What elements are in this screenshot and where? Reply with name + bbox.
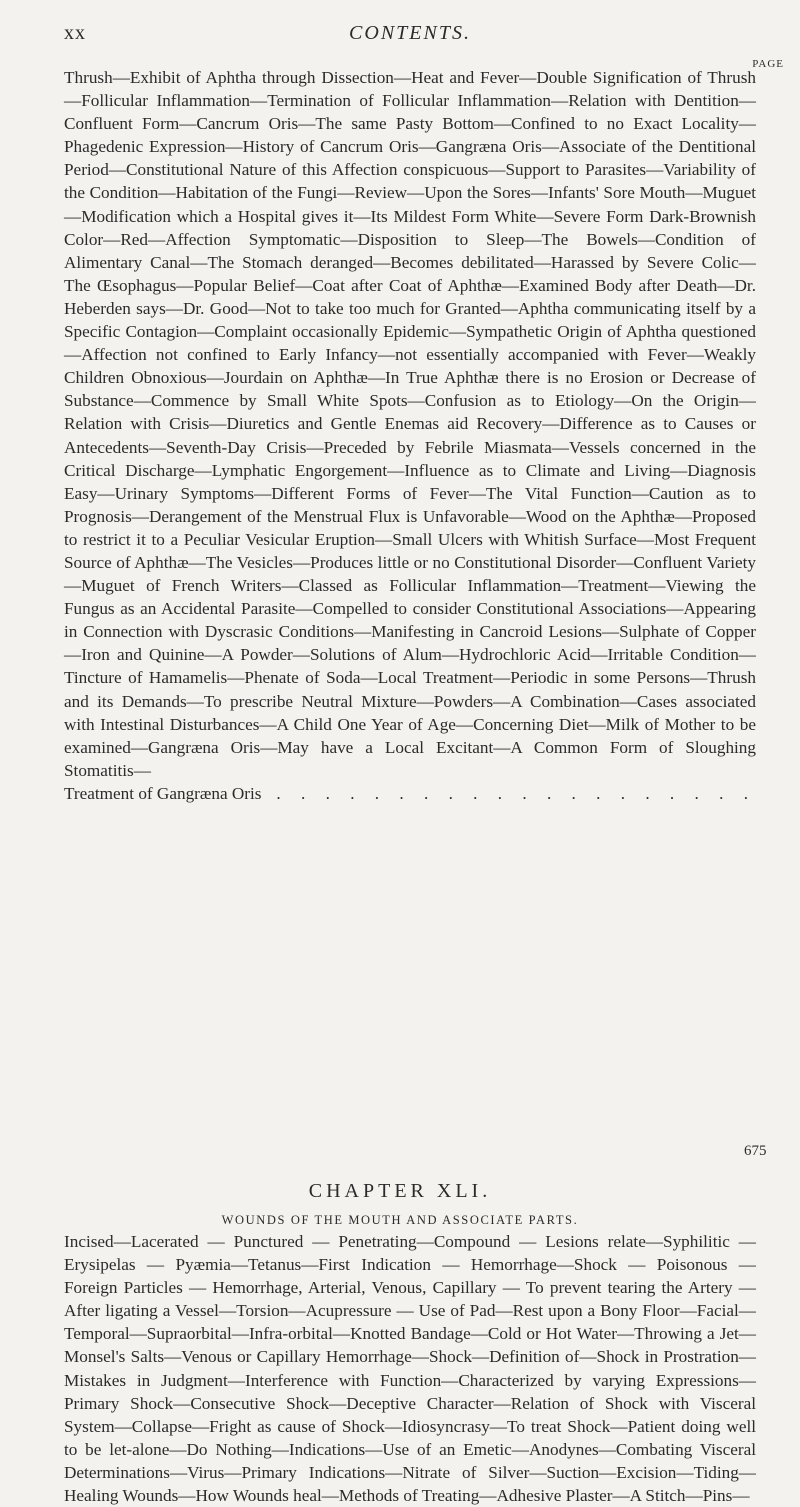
previous-chapter-text: Thrush—Exhibit of Aphtha through Dissection—Heat and Fever—Double Signification of Thrush—Follicular Inflammation—Termination of Follicular Inflammation—Relation with Dentition—Confluent Form—Cancrum Oris—The same Pasty Bottom—Confined to no Exact Locality—Phagedenic Expression—History of Cancrum Oris—Gangræna Oris—Associate of the Dentitional Period—Constitutional Nature of this Affection conspicuous—Support to Parasites—Variability of the Condition—Habitation of the Fungi—Review—Upon the Sores—Infants' Sore Mouth—Muguet—Modification which a Hospital gives it—Its Mildest Form White—Severe Form Dark-Brownish Color—Red—Affection Symptomatic—Disposition to Sleep—The Bowels—Condition of Alimentary Canal—The Stomach deranged—Becomes debilitated—Harassed by Severe Colic—The Œsophagus—Popular Belief—Coat after Coat of Aphthæ—Examined Body after Death—Dr. Heberden says—Dr. Good—Not to take too much for Granted—Aphtha communicating itself by a Specific Contagion—Complaint occasionally Epidemic—Sympathetic Origin of Aphtha questioned—Affection not confined to Early Infancy—not essentially accompanied with Fever—Weakly Children Obnoxious—Jourdain on Aphthæ—In True Aphthæ there is no Erosion or Decrease of Substance—Commence by Small White Spots—Confusion as to Etiology—On the Origin—Relation with Crisis—Diuretics and Gentle Enemas aid Recovery—Difference as to Causes or Antecedents—Seventh-Day Crisis—Preceded by Febrile Miasmata—Vessels concerned in the Critical Discharge—Lymphatic Engorgement—Influence as to Climate and Living—Diagnosis Easy—Urinary Symptoms—Different Forms of Fever—The Vital Function—Caution as to Prognosis—Derangement of the Menstrual Flux is Unfavorable—Wood on the Aphthæ—Proposed to restrict it to a Peculiar Vesicular Eruption—Small Ulcers with Whitish Surface—Most Frequent Source of Aphthæ—The Vesicles—Produces little or no Constitutional Disorder—Confluent Variety—Muguet of French Writers—Classed as Follicular Inflammation—Treatment—Viewing the Fungus as an Accidental Parasite—Compelled to consider Constitutional Associations—Appearing in Connection with Dyscrasic Conditions—Manifesting in Cancroid Lesions—Sulphate of Copper—Iron and Quinine—A Powder—Solutions of Alum—Hydrochloric Acid—Irritable Condition—Tincture of Hamamelis—Phenate of Soda—Local Treatment—Periodic in some Persons—Thrush and its Demands—To prescribe Neutral Mixture—Powders—A Combination—Cases associated with Intestinal Disturbances—A Child One Year of Age—Concerning Diet—Milk of Mother to be examined—Gangræna Oris—May have a Local Excitant—A Common Form of Sloughing Stomatitis— (64, 68, 756, 780)
dot-leader: . . . . . . . . . . . . . . . . . . . . (276, 783, 756, 803)
final-entry-text: Treatment of Gangræna Oris (64, 783, 262, 803)
page-header (64, 22, 756, 48)
page-reference: 675 (744, 1143, 767, 1159)
page-column-label: PAGE (752, 58, 784, 70)
running-head: CONTENTS. (349, 22, 471, 44)
chapter-title: CHAPTER XLI. (308, 1180, 492, 1202)
previous-chapter-contents (64, 66, 756, 805)
chapter-contents: Incised—Lacerated — Punctured — Penetrating—Compound — Lesions relate—Syphilitic — Erysipelas — Pyæmia—Tetanus—First Indication — Hemorrhage—Shock — Poisonous — Foreign Particles — Hemorrhage, Arterial, Venous, Capillary — To prevent tearing the Artery — After ligating a Vessel—Torsion—Acupressure — Use of Pad—Rest upon a Bony Floor—Facial—Temporal—Supraorbital—Infra-orbital—Knotted Bandage—Cold or Hot Water—Throwing a Jet—Monsel's Salts—Venous or Capillary Hemorrhage—Shock—Definition of—Shock in Prostration—Mistakes in Judgment—Interference with Function—Characterized by varying Expressions—Primary Shock—Consecutive Shock—Deceptive Character—Relation of Shock with Visceral System—Collapse—Fright as cause of Shock—Idiosyncrasy—To treat Shock—Patient doing well to be let-alone—Do Nothing—Indications—Use of an Emetic—Anodynes—Combating Visceral Determinations—Virus—Primary Indications—Nitrate of Silver—Suction—Excision—Tiding—Healing Wounds—How Wounds heal—Methods of Treating—Adhesive Plaster—A Stitch—Pins— (64, 1232, 756, 1506)
page-folio: xx (64, 22, 86, 44)
final-entry-line (64, 782, 756, 805)
chapter-subtitle: WOUNDS OF THE MOUTH AND ASSOCIATE PARTS. (221, 1213, 579, 1227)
